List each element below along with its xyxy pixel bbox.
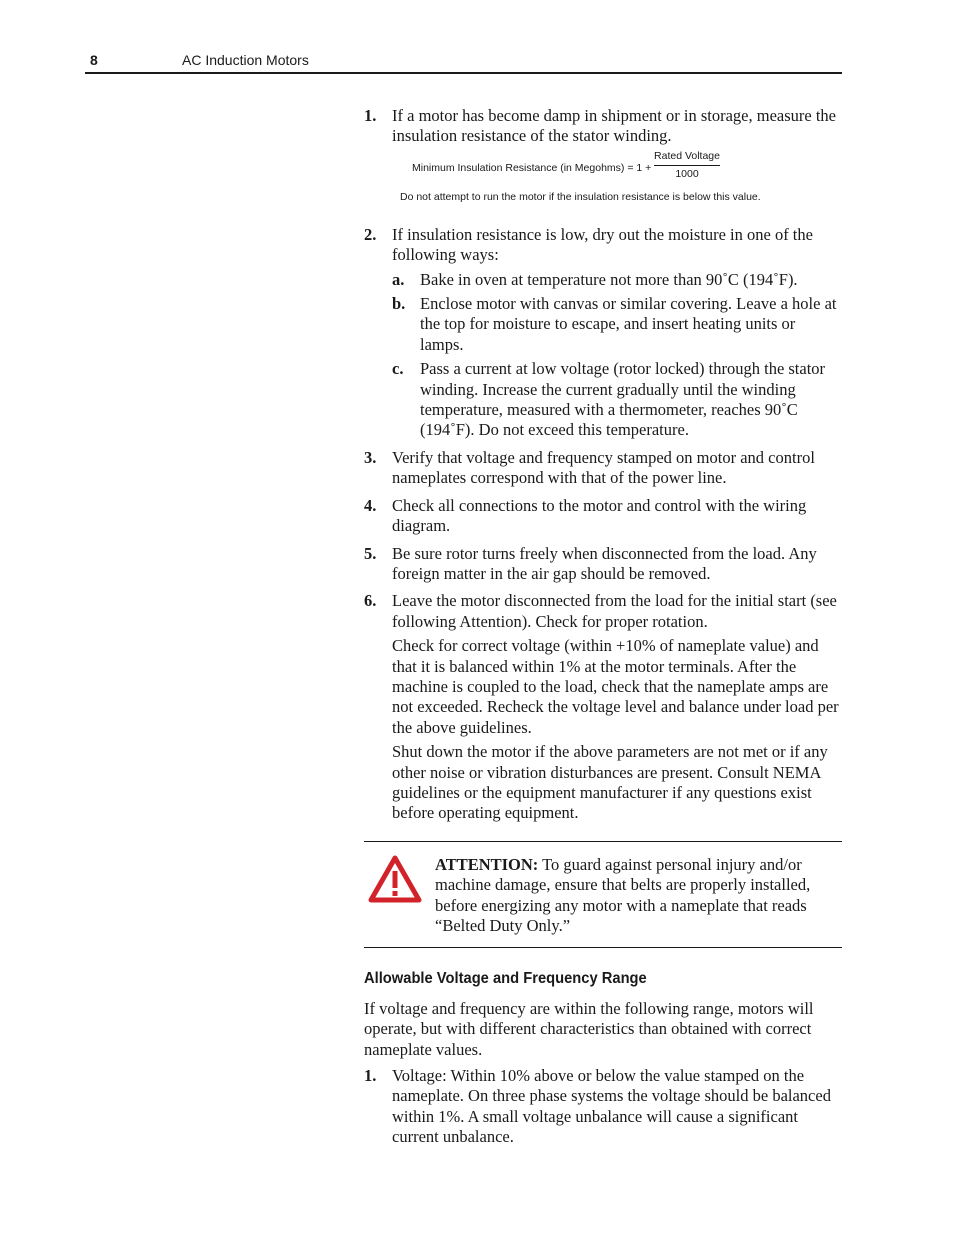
page-header (85, 50, 842, 74)
step-4 (364, 496, 842, 537)
step-text: If a motor has become damp in shipment or in storage, measure the insulation resistance of the stator winding. (392, 106, 836, 146)
dry-method-c (392, 359, 842, 441)
insulation-formula (392, 150, 842, 180)
running-title: AC Induction Motors (182, 52, 309, 68)
step-number: 1. (364, 106, 377, 125)
step-text: Check all connections to the motor and control with the wiring diagram. (392, 495, 807, 536)
step-1 (364, 106, 842, 180)
attention-label: ATTENTION: (435, 854, 539, 874)
step-number: 3. (364, 447, 377, 467)
step-number: 4. (364, 495, 377, 515)
page-number: 8 (90, 52, 98, 68)
step-text: Leave the motor disconnected from the load for the initial start (see following Attention). Check for proper rotation. (392, 591, 837, 631)
page-content (364, 106, 842, 1155)
method-letter: b. (392, 294, 406, 314)
attention-text (435, 855, 842, 937)
method-text: Enclose motor with canvas or similar covering. Leave a hole at the top for moisture to escape, and insert heating units or lamps. (420, 294, 837, 354)
step-6-paragraph: Check for correct voltage (within +10% of nameplate value) and that it is balanced within 1% at the motor terminals. After the machine is coupled to the load, check that the nameplate amps are not exceeded. Recheck the voltage level and balance under load per the above guidelines. (392, 636, 839, 737)
formula-denominator: 1000 (675, 167, 699, 180)
step-number: 2. (364, 224, 377, 244)
step-3 (364, 448, 842, 489)
attention-body: To guard against personal injury and/or machine damage, ensure that belts are properly installed, before energizing any motor with a nameplate that reads “Belted Duty Only.” (435, 854, 811, 935)
warning-triangle-icon (368, 855, 422, 903)
dry-method-b (392, 294, 842, 355)
item-text: Voltage: Within 10% above or below the value stamped on the nameplate. On three phase systems the voltage should be balanced within 1%. A small voltage unbalance will cause a significant current unbalance. (392, 1066, 831, 1147)
formula-lhs: Minimum Insulation Resistance (in Megohms) = 1 + (412, 161, 652, 174)
step-text: If insulation resistance is low, dry out the moisture in one of the following ways: (392, 224, 813, 265)
step-number: 5. (364, 543, 377, 563)
method-text: Pass a current at low voltage (rotor locked) through the stator winding. Increase the current gradually until the winding temperature, measured with a thermometer, reaches 90˚C (194˚F). Do not exceed this temperature. (420, 359, 826, 440)
method-letter: a. (392, 269, 405, 289)
step-text: Verify that voltage and frequency stamped on motor and control nameplates correspond with that of the power line. (392, 447, 815, 488)
formula-note: Do not attempt to run the motor if the insulation resistance is below this value. (400, 190, 761, 203)
item-number: 1. (364, 1066, 377, 1086)
section-intro: If voltage and frequency are within the following range, motors will operate, but with different characteristics than obtained with correct nameplate values. (364, 998, 814, 1059)
step-6 (364, 591, 842, 823)
dry-method-a (392, 270, 842, 290)
step-2 (364, 225, 842, 441)
step-text: Be sure rotor turns freely when disconnected from the load. Any foreign matter in the air gap should be removed. (392, 543, 817, 583)
step-5 (364, 544, 842, 585)
method-text: Bake in oven at temperature not more than 90˚C (194˚F). (420, 269, 798, 289)
section-heading: Allowable Voltage and Frequency Range (364, 970, 647, 988)
range-item-1 (364, 1066, 842, 1148)
step-6-paragraph: Shut down the motor if the above parameters are not met or if any other noise or vibration disturbances are present. Consult NEMA guidelines or the equipment manufacturer if any questions exist before operating equipment. (392, 742, 828, 823)
attention-box (364, 841, 842, 949)
formula-numerator: Rated Voltage (654, 149, 720, 162)
fraction-bar (654, 165, 720, 166)
method-letter: c. (392, 359, 404, 379)
step-number: 6. (364, 591, 377, 611)
